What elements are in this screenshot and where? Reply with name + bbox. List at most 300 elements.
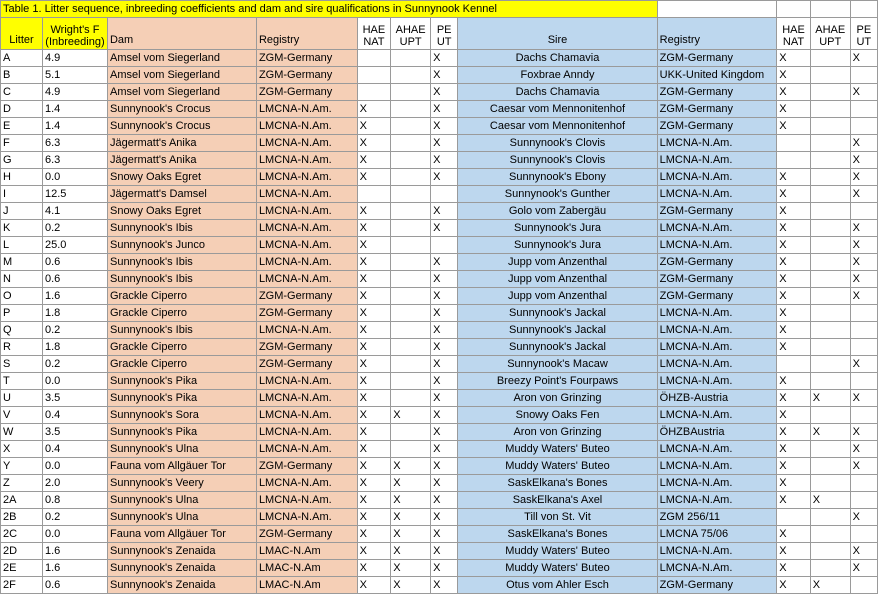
- cell-dam-ahae-upt: [391, 152, 431, 169]
- cell-dam-ahae-upt: X: [391, 475, 431, 492]
- cell-sire-ahae-upt: X: [810, 492, 850, 509]
- cell-sire-hae-nat: [777, 152, 811, 169]
- table-row: [1, 101, 878, 118]
- table-row: [1, 424, 878, 441]
- cell-dam-hae-nat: X: [357, 152, 391, 169]
- cell-dam-pe-ut: X: [431, 390, 458, 407]
- cell-sire-registry: ÖHZBAustria: [657, 424, 777, 441]
- table-row: [1, 390, 878, 407]
- cell-sire-ahae-upt: [810, 169, 850, 186]
- cell-dam-registry: LMCNA-N.Am.: [256, 509, 357, 526]
- cell-litter: 2F: [1, 577, 43, 594]
- cell-sire-ahae-upt: [810, 50, 850, 67]
- cell-sire-registry: ZGM-Germany: [657, 84, 777, 101]
- cell-litter: C: [1, 84, 43, 101]
- cell-dam-registry: LMCNA-N.Am.: [256, 220, 357, 237]
- cell-sire-hae-nat: X: [777, 526, 811, 543]
- cell-dam: Sunnynook's Ibis: [107, 220, 256, 237]
- cell-dam: Sunnynook's Crocus: [107, 118, 256, 135]
- cell-sire-pe-ut: X: [850, 271, 877, 288]
- table-row: [1, 237, 878, 254]
- cell-sire-ahae-upt: [810, 543, 850, 560]
- cell-sire: Jupp vom Anzenthal: [458, 271, 657, 288]
- cell-sire-registry: ZGM-Germany: [657, 50, 777, 67]
- cell-litter: 2D: [1, 543, 43, 560]
- cell-sire-ahae-upt: [810, 322, 850, 339]
- cell-sire-pe-ut: X: [850, 356, 877, 373]
- cell-sire: Otus vom Ahler Esch: [458, 577, 657, 594]
- cell-wrights-f: 0.2: [42, 220, 107, 237]
- column-header-litter: Litter: [1, 18, 43, 50]
- column-header-sire-hae-nat: [777, 18, 811, 50]
- cell-dam-ahae-upt: [391, 67, 431, 84]
- cell-dam: Snowy Oaks Egret: [107, 169, 256, 186]
- cell-dam-ahae-upt: [391, 390, 431, 407]
- cell-sire-pe-ut: X: [850, 254, 877, 271]
- cell-wrights-f: 0.4: [42, 407, 107, 424]
- column-header-sire-hae-line1: HAE: [782, 24, 805, 36]
- cell-dam-pe-ut: X: [431, 441, 458, 458]
- cell-sire-hae-nat: X: [777, 424, 811, 441]
- cell-sire-pe-ut: X: [850, 220, 877, 237]
- cell-dam-hae-nat: X: [357, 441, 391, 458]
- cell-dam-ahae-upt: [391, 441, 431, 458]
- column-header-sire-pe-line1: PE: [856, 24, 872, 36]
- cell-sire-registry: ZGM-Germany: [657, 288, 777, 305]
- cell-dam: Sunnynook's Zenaida: [107, 560, 256, 577]
- cell-dam-ahae-upt: [391, 50, 431, 67]
- cell-dam-registry: LMCNA-N.Am.: [256, 152, 357, 169]
- cell-sire-registry: LMCNA-N.Am.: [657, 237, 777, 254]
- cell-sire-pe-ut: [850, 373, 877, 390]
- cell-wrights-f: 4.1: [42, 203, 107, 220]
- cell-sire-pe-ut: X: [850, 458, 877, 475]
- cell-dam-pe-ut: X: [431, 50, 458, 67]
- cell-sire: Sunnynook's Gunther: [458, 186, 657, 203]
- cell-dam: Sunnynook's Ulna: [107, 509, 256, 526]
- cell-dam-hae-nat: X: [357, 271, 391, 288]
- cell-sire-ahae-upt: X: [810, 577, 850, 594]
- cell-sire-pe-ut: [850, 339, 877, 356]
- table-body: [1, 50, 878, 594]
- cell-wrights-f: 1.4: [42, 118, 107, 135]
- cell-wrights-f: 1.8: [42, 339, 107, 356]
- cell-dam-registry: ZGM-Germany: [256, 288, 357, 305]
- cell-litter: X: [1, 441, 43, 458]
- cell-litter: M: [1, 254, 43, 271]
- cell-sire-hae-nat: X: [777, 543, 811, 560]
- cell-sire-registry: ZGM 256/11: [657, 509, 777, 526]
- column-header-sire-ahae-line2: UPT: [819, 36, 842, 48]
- cell-dam-registry: ZGM-Germany: [256, 305, 357, 322]
- cell-dam: Grackle Ciperro: [107, 305, 256, 322]
- cell-dam-pe-ut: X: [431, 288, 458, 305]
- cell-sire-registry: LMCNA-N.Am.: [657, 152, 777, 169]
- cell-dam-hae-nat: X: [357, 101, 391, 118]
- cell-dam-registry: ZGM-Germany: [256, 339, 357, 356]
- cell-dam-ahae-upt: [391, 84, 431, 101]
- cell-dam: Snowy Oaks Egret: [107, 203, 256, 220]
- cell-dam-pe-ut: X: [431, 492, 458, 509]
- cell-dam-ahae-upt: X: [391, 543, 431, 560]
- cell-sire-pe-ut: [850, 101, 877, 118]
- column-header-dam: Dam: [107, 18, 256, 50]
- cell-litter: G: [1, 152, 43, 169]
- cell-dam-registry: LMCNA-N.Am.: [256, 135, 357, 152]
- cell-sire-ahae-upt: [810, 203, 850, 220]
- table-row: [1, 271, 878, 288]
- cell-dam: Sunnynook's Zenaida: [107, 577, 256, 594]
- cell-dam-hae-nat: X: [357, 424, 391, 441]
- cell-sire: Sunnynook's Jackal: [458, 339, 657, 356]
- title-filler: [850, 1, 877, 18]
- cell-litter: I: [1, 186, 43, 203]
- cell-wrights-f: 0.2: [42, 509, 107, 526]
- table-row: [1, 186, 878, 203]
- table-row: [1, 118, 878, 135]
- table-row: [1, 407, 878, 424]
- cell-litter: J: [1, 203, 43, 220]
- cell-dam-registry: LMCNA-N.Am.: [256, 169, 357, 186]
- cell-sire-registry: LMCNA-N.Am.: [657, 186, 777, 203]
- table-row: [1, 203, 878, 220]
- cell-dam-registry: ZGM-Germany: [256, 84, 357, 101]
- cell-dam-registry: LMAC-N.Am: [256, 543, 357, 560]
- cell-dam-ahae-upt: [391, 220, 431, 237]
- cell-litter: 2B: [1, 509, 43, 526]
- cell-sire-ahae-upt: [810, 475, 850, 492]
- cell-dam: Sunnynook's Ulna: [107, 441, 256, 458]
- cell-litter: D: [1, 101, 43, 118]
- cell-dam-registry: LMCNA-N.Am.: [256, 441, 357, 458]
- cell-sire-ahae-upt: [810, 254, 850, 271]
- cell-sire-registry: LMCNA-N.Am.: [657, 560, 777, 577]
- cell-sire-hae-nat: X: [777, 390, 811, 407]
- cell-dam-registry: LMAC-N.Am: [256, 560, 357, 577]
- cell-sire-pe-ut: [850, 118, 877, 135]
- table-row: [1, 560, 878, 577]
- cell-dam-pe-ut: X: [431, 271, 458, 288]
- cell-sire-pe-ut: [850, 67, 877, 84]
- cell-sire-hae-nat: X: [777, 492, 811, 509]
- cell-wrights-f: 0.4: [42, 441, 107, 458]
- cell-dam: Sunnynook's Sora: [107, 407, 256, 424]
- cell-dam-pe-ut: X: [431, 84, 458, 101]
- column-header-dam-registry: Registry: [256, 18, 357, 50]
- table-row: [1, 152, 878, 169]
- cell-sire-pe-ut: [850, 577, 877, 594]
- cell-dam-registry: LMCNA-N.Am.: [256, 407, 357, 424]
- cell-dam-registry: LMCNA-N.Am.: [256, 373, 357, 390]
- column-header-wrights-f-line1: Wright's F: [50, 24, 100, 36]
- cell-dam-ahae-upt: [391, 305, 431, 322]
- cell-dam: Sunnynook's Ibis: [107, 271, 256, 288]
- cell-dam: Sunnynook's Pika: [107, 424, 256, 441]
- cell-dam-ahae-upt: [391, 118, 431, 135]
- cell-dam: Sunnynook's Crocus: [107, 101, 256, 118]
- cell-litter: 2E: [1, 560, 43, 577]
- cell-dam-registry: LMAC-N.Am: [256, 577, 357, 594]
- cell-litter: B: [1, 67, 43, 84]
- cell-dam-pe-ut: X: [431, 458, 458, 475]
- cell-sire-hae-nat: X: [777, 101, 811, 118]
- cell-sire-pe-ut: [850, 492, 877, 509]
- cell-dam-pe-ut: X: [431, 254, 458, 271]
- cell-dam-ahae-upt: [391, 288, 431, 305]
- cell-dam: Sunnynook's Ulna: [107, 492, 256, 509]
- column-header-wrights-f: [42, 18, 107, 50]
- cell-dam: Amsel vom Siegerland: [107, 84, 256, 101]
- cell-sire-registry: LMCNA-N.Am.: [657, 407, 777, 424]
- cell-sire-hae-nat: X: [777, 407, 811, 424]
- cell-dam-pe-ut: X: [431, 373, 458, 390]
- cell-dam: Sunnynook's Veery: [107, 475, 256, 492]
- cell-dam-hae-nat: X: [357, 475, 391, 492]
- cell-sire-registry: ZGM-Germany: [657, 203, 777, 220]
- column-header-sire-ahae-line1: AHAE: [815, 24, 846, 36]
- cell-sire-ahae-upt: [810, 305, 850, 322]
- cell-litter: R: [1, 339, 43, 356]
- cell-dam-pe-ut: X: [431, 356, 458, 373]
- cell-dam-pe-ut: X: [431, 560, 458, 577]
- cell-sire: Golo vom Zabergäu: [458, 203, 657, 220]
- cell-dam-hae-nat: X: [357, 407, 391, 424]
- cell-sire-hae-nat: X: [777, 441, 811, 458]
- cell-litter: Q: [1, 322, 43, 339]
- cell-dam: Sunnynook's Zenaida: [107, 543, 256, 560]
- cell-sire-pe-ut: X: [850, 509, 877, 526]
- cell-dam-registry: LMCNA-N.Am.: [256, 118, 357, 135]
- cell-litter: L: [1, 237, 43, 254]
- cell-dam-ahae-upt: X: [391, 526, 431, 543]
- cell-dam-pe-ut: [431, 237, 458, 254]
- cell-sire-hae-nat: X: [777, 373, 811, 390]
- cell-wrights-f: 5.1: [42, 67, 107, 84]
- cell-dam-registry: LMCNA-N.Am.: [256, 203, 357, 220]
- cell-dam-registry: LMCNA-N.Am.: [256, 186, 357, 203]
- cell-sire-registry: ZGM-Germany: [657, 101, 777, 118]
- cell-dam-registry: ZGM-Germany: [256, 526, 357, 543]
- cell-sire-pe-ut: X: [850, 424, 877, 441]
- cell-sire: Snowy Oaks Fen: [458, 407, 657, 424]
- cell-dam-registry: ZGM-Germany: [256, 50, 357, 67]
- cell-dam-registry: LMCNA-N.Am.: [256, 254, 357, 271]
- cell-sire-hae-nat: X: [777, 560, 811, 577]
- cell-dam-ahae-upt: [391, 135, 431, 152]
- cell-sire-ahae-upt: [810, 152, 850, 169]
- cell-litter: W: [1, 424, 43, 441]
- cell-sire-hae-nat: X: [777, 203, 811, 220]
- cell-litter: P: [1, 305, 43, 322]
- cell-dam-ahae-upt: X: [391, 458, 431, 475]
- cell-sire: Aron von Grinzing: [458, 390, 657, 407]
- cell-dam-pe-ut: X: [431, 407, 458, 424]
- cell-sire-registry: ZGM-Germany: [657, 118, 777, 135]
- cell-sire-hae-nat: X: [777, 271, 811, 288]
- cell-dam-hae-nat: X: [357, 288, 391, 305]
- cell-dam-ahae-upt: [391, 271, 431, 288]
- cell-dam-registry: LMCNA-N.Am.: [256, 322, 357, 339]
- cell-sire-hae-nat: X: [777, 577, 811, 594]
- cell-dam-pe-ut: X: [431, 67, 458, 84]
- cell-sire-registry: ZGM-Germany: [657, 577, 777, 594]
- table-row: [1, 526, 878, 543]
- cell-sire: Muddy Waters' Buteo: [458, 441, 657, 458]
- cell-sire-registry: LMCNA-N.Am.: [657, 458, 777, 475]
- cell-dam-hae-nat: X: [357, 237, 391, 254]
- cell-sire-hae-nat: X: [777, 186, 811, 203]
- cell-sire-hae-nat: X: [777, 458, 811, 475]
- cell-sire-pe-ut: [850, 322, 877, 339]
- cell-dam-ahae-upt: X: [391, 407, 431, 424]
- cell-sire: Sunnynook's Jackal: [458, 322, 657, 339]
- cell-wrights-f: 4.9: [42, 84, 107, 101]
- column-header-dam-pe-line1: PE: [436, 24, 452, 36]
- cell-sire-pe-ut: X: [850, 84, 877, 101]
- cell-wrights-f: 0.0: [42, 526, 107, 543]
- cell-wrights-f: 0.6: [42, 271, 107, 288]
- cell-dam-registry: LMCNA-N.Am.: [256, 492, 357, 509]
- cell-dam-pe-ut: X: [431, 424, 458, 441]
- cell-sire: Muddy Waters' Buteo: [458, 543, 657, 560]
- cell-dam-hae-nat: X: [357, 339, 391, 356]
- table-row: [1, 577, 878, 594]
- cell-dam-registry: LMCNA-N.Am.: [256, 475, 357, 492]
- cell-sire-hae-nat: [777, 509, 811, 526]
- cell-dam-pe-ut: X: [431, 203, 458, 220]
- cell-wrights-f: 1.6: [42, 560, 107, 577]
- cell-dam-registry: ZGM-Germany: [256, 67, 357, 84]
- cell-sire-registry: LMCNA-N.Am.: [657, 322, 777, 339]
- cell-sire-ahae-upt: X: [810, 424, 850, 441]
- cell-sire-pe-ut: [850, 305, 877, 322]
- cell-sire-ahae-upt: [810, 339, 850, 356]
- column-header-sire-pe-ut: [850, 18, 877, 50]
- table-row: [1, 373, 878, 390]
- cell-dam-hae-nat: X: [357, 356, 391, 373]
- table-row: [1, 543, 878, 560]
- cell-dam-hae-nat: X: [357, 560, 391, 577]
- cell-dam-hae-nat: X: [357, 390, 391, 407]
- cell-litter: N: [1, 271, 43, 288]
- cell-dam-ahae-upt: [391, 169, 431, 186]
- cell-dam-ahae-upt: [391, 254, 431, 271]
- cell-sire-registry: LMCNA-N.Am.: [657, 543, 777, 560]
- cell-dam-ahae-upt: [391, 356, 431, 373]
- cell-sire: Sunnynook's Ebony: [458, 169, 657, 186]
- cell-sire: Breezy Point's Fourpaws: [458, 373, 657, 390]
- cell-sire-hae-nat: X: [777, 84, 811, 101]
- cell-sire-ahae-upt: [810, 560, 850, 577]
- table-row: [1, 509, 878, 526]
- column-header-dam-hae-line2: NAT: [363, 36, 385, 48]
- cell-sire-pe-ut: X: [850, 560, 877, 577]
- cell-sire-ahae-upt: [810, 373, 850, 390]
- column-header-dam-hae-nat: [357, 18, 391, 50]
- cell-dam: Grackle Ciperro: [107, 339, 256, 356]
- column-header-dam-pe-ut: [431, 18, 458, 50]
- cell-sire-pe-ut: [850, 203, 877, 220]
- cell-dam-pe-ut: X: [431, 169, 458, 186]
- table-row: [1, 441, 878, 458]
- cell-dam-hae-nat: X: [357, 203, 391, 220]
- cell-dam: Sunnynook's Ibis: [107, 254, 256, 271]
- cell-dam-ahae-upt: [391, 186, 431, 203]
- cell-wrights-f: 25.0: [42, 237, 107, 254]
- cell-sire: SaskElkana's Axel: [458, 492, 657, 509]
- cell-dam: Sunnynook's Ibis: [107, 322, 256, 339]
- cell-sire-pe-ut: X: [850, 288, 877, 305]
- cell-dam-ahae-upt: X: [391, 560, 431, 577]
- cell-sire: Caesar vom Mennonitenhof: [458, 101, 657, 118]
- cell-dam-hae-nat: X: [357, 135, 391, 152]
- cell-sire-registry: ZGM-Germany: [657, 271, 777, 288]
- cell-dam-hae-nat: X: [357, 305, 391, 322]
- column-header-sire-hae-line2: NAT: [782, 36, 805, 48]
- column-header-dam-hae-line1: HAE: [362, 24, 386, 36]
- cell-sire-registry: LMCNA-N.Am.: [657, 305, 777, 322]
- cell-dam-ahae-upt: [391, 101, 431, 118]
- title-filler: [657, 1, 777, 18]
- cell-dam-pe-ut: X: [431, 152, 458, 169]
- cell-wrights-f: 6.3: [42, 152, 107, 169]
- cell-wrights-f: 12.5: [42, 186, 107, 203]
- cell-sire-hae-nat: X: [777, 288, 811, 305]
- cell-sire: Caesar vom Mennonitenhof: [458, 118, 657, 135]
- table-row: [1, 492, 878, 509]
- cell-dam: Sunnynook's Pika: [107, 373, 256, 390]
- cell-sire-hae-nat: X: [777, 322, 811, 339]
- cell-dam-registry: LMCNA-N.Am.: [256, 424, 357, 441]
- column-header-dam-ahae-line2: UPT: [399, 36, 422, 48]
- cell-dam-hae-nat: X: [357, 254, 391, 271]
- cell-sire: Sunnynook's Clovis: [458, 152, 657, 169]
- cell-sire: Foxbrae Anndy: [458, 67, 657, 84]
- cell-sire-hae-nat: X: [777, 220, 811, 237]
- cell-sire-ahae-upt: [810, 237, 850, 254]
- column-header-sire-pe-line2: UT: [856, 36, 872, 48]
- cell-dam-pe-ut: X: [431, 509, 458, 526]
- cell-sire-registry: LMCNA-N.Am.: [657, 492, 777, 509]
- cell-sire-ahae-upt: [810, 458, 850, 475]
- column-header-sire-registry: Registry: [657, 18, 777, 50]
- cell-sire: Sunnynook's Jura: [458, 220, 657, 237]
- cell-dam-pe-ut: X: [431, 322, 458, 339]
- cell-dam-pe-ut: X: [431, 220, 458, 237]
- table-row: [1, 288, 878, 305]
- cell-sire-hae-nat: X: [777, 169, 811, 186]
- cell-dam-hae-nat: X: [357, 509, 391, 526]
- title-filler: [810, 1, 850, 18]
- title-filler: [777, 1, 811, 18]
- table-title-row: [1, 1, 878, 18]
- cell-sire-pe-ut: [850, 407, 877, 424]
- cell-litter: S: [1, 356, 43, 373]
- column-header-dam-pe-line2: UT: [436, 36, 452, 48]
- cell-sire-hae-nat: X: [777, 237, 811, 254]
- table-row: [1, 220, 878, 237]
- cell-wrights-f: 3.5: [42, 390, 107, 407]
- cell-wrights-f: 0.2: [42, 356, 107, 373]
- column-header-sire: Sire: [458, 18, 657, 50]
- cell-sire-pe-ut: X: [850, 390, 877, 407]
- cell-sire-hae-nat: X: [777, 118, 811, 135]
- cell-sire: Aron von Grinzing: [458, 424, 657, 441]
- cell-wrights-f: 0.6: [42, 577, 107, 594]
- cell-wrights-f: 0.6: [42, 254, 107, 271]
- cell-litter: T: [1, 373, 43, 390]
- table-row: [1, 356, 878, 373]
